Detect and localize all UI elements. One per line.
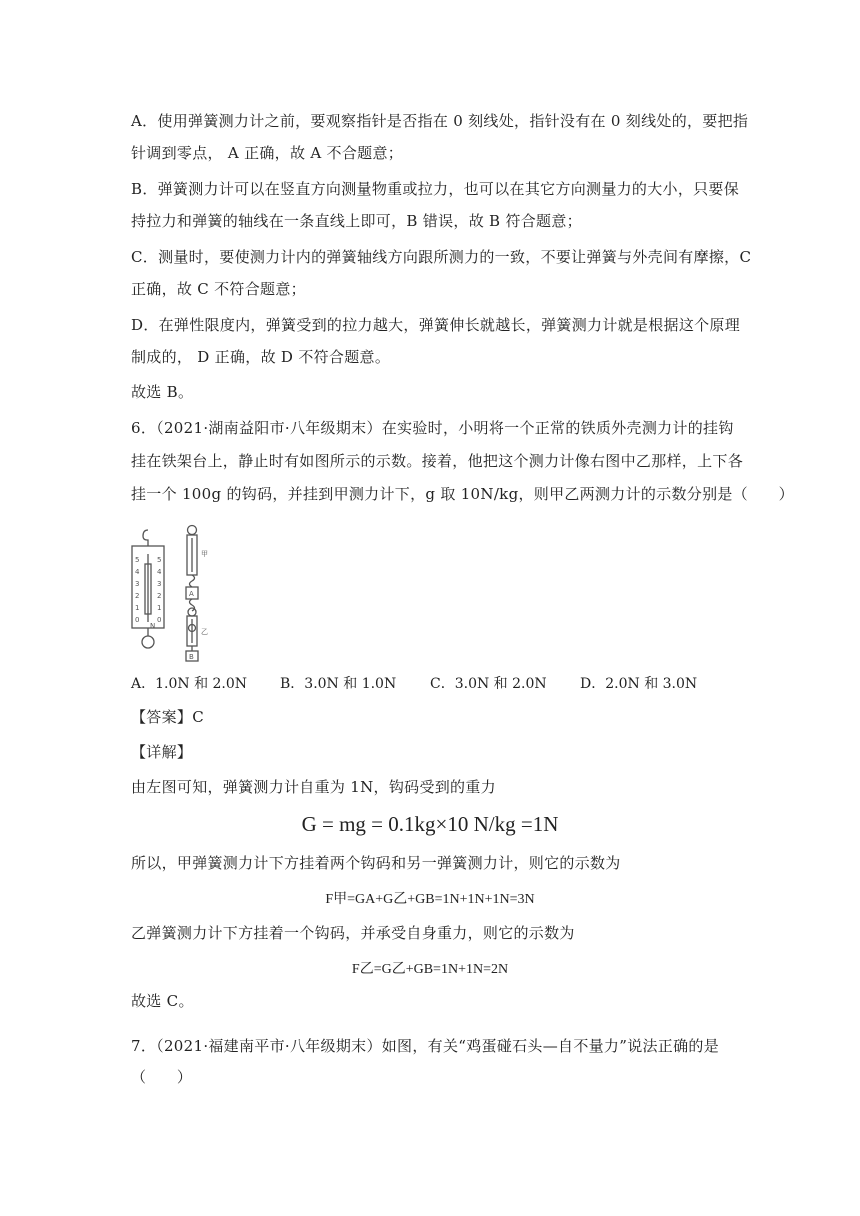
analysis-a-line1: A．使用弹簧测力计之前，要观察指针是否指在 0 刻线处，指针没有在 0 刻线处的，要把指 <box>131 112 749 130</box>
analysis-b-line2: 持拉力和弹簧的轴线在一条直线上即可，B 错误，故 B 符合题意； <box>131 212 582 230</box>
equation-jia: F甲=GA+G乙+GB=1N+1N+1N=3N <box>325 892 535 907</box>
option-d: D．2.0N 和 3.0N <box>580 676 698 692</box>
scale-right-3: 3 <box>157 580 162 588</box>
scale-left-3: 3 <box>135 580 140 588</box>
scale-right-5: 5 <box>157 556 162 564</box>
equation-gravity: G = mg = 0.1kg×10 N/kg =1N <box>301 812 559 836</box>
spring-scale-figure <box>126 524 236 661</box>
question-6-line3: 挂一个 100g 的钩码，并挂到甲测力计下，g 取 10N/kg，则甲乙两测力计的示数分别是（ ） <box>131 485 794 503</box>
label-jia: 甲 <box>201 550 208 558</box>
detail-line1: 由左图可知，弹簧测力计自重为 1N，钩码受到的重力 <box>131 778 496 796</box>
scale-right-4: 4 <box>157 568 162 576</box>
scale-right-0: 0 <box>157 616 162 624</box>
left-scale-numbers-left <box>135 556 140 624</box>
analysis-c-line2: 正确，故 C 不符合题意； <box>131 280 306 298</box>
left-scale-numbers-right <box>150 556 162 630</box>
question-7-line2: （ ） <box>131 1068 193 1086</box>
question-6-conclusion: 故选 C。 <box>131 992 194 1010</box>
label-yi: 乙 <box>201 628 208 636</box>
question-6-line1: 6．（2021·湖南益阳市·八年级期末）在实验时，小明将一个正常的铁质外壳测力计的挂钩 <box>131 419 734 437</box>
analysis-d-line2: 制成的， D 正确，故 D 不符合题意。 <box>131 348 391 366</box>
detail-line3: 乙弹簧测力计下方挂着一个钩码，并承受自身重力，则它的示数为 <box>131 924 575 942</box>
analysis-c-line1: C．测量时，要使测力计内的弹簧轴线方向跟所测力的一致，不要让弹簧与外壳间有摩擦，C <box>131 248 752 266</box>
analysis-a-line2: 针调到零点， A 正确，故 A 不合题意； <box>131 144 404 162</box>
equation-yi: F乙=G乙+GB=1N+1N=2N <box>351 962 509 977</box>
detail-header: 【详解】 <box>131 743 193 761</box>
option-b: B．3.0N 和 1.0N <box>280 676 397 692</box>
analysis-d-line1: D．在弹性限度内，弹簧受到的拉力越大，弹簧伸长就越长，弹簧测力计就是根据这个原理 <box>131 316 741 334</box>
left-spring-scale <box>132 530 164 648</box>
question-7-line1: 7．（2021·福建南平市·八年级期末）如图，有关“鸡蛋碰石头—自不量力”说法正确的是 <box>131 1037 719 1055</box>
scale-left-2: 2 <box>135 592 140 600</box>
scale-left-0: 0 <box>135 616 140 624</box>
option-a: A．1.0N 和 2.0N <box>131 676 248 692</box>
question-6-line2: 挂在铁架台上，静止时有如图所示的示数。接着，他把这个测力计像右图中乙那样，上下各 <box>131 452 744 470</box>
scale-right-1: 1 <box>157 604 162 612</box>
scale-left-5: 5 <box>135 556 140 564</box>
scale-unit-n: N <box>150 622 156 630</box>
scale-left-4: 4 <box>135 568 140 576</box>
answer: 【答案】C <box>131 708 204 726</box>
option-c: C．3.0N 和 2.0N <box>430 676 547 692</box>
label-block-a: A <box>189 590 194 598</box>
scale-right-2: 2 <box>157 592 162 600</box>
analysis-conclusion: 故选 B。 <box>131 383 194 401</box>
analysis-b-line1: B．弹簧测力计可以在竖直方向测量物重或拉力，也可以在其它方向测量力的大小，只要保 <box>131 180 740 198</box>
label-block-b: B <box>189 653 194 661</box>
detail-line2: 所以，甲弹簧测力计下方挂着两个钩码和另一弹簧测力计，则它的示数为 <box>131 854 621 872</box>
scale-left-1: 1 <box>135 604 140 612</box>
